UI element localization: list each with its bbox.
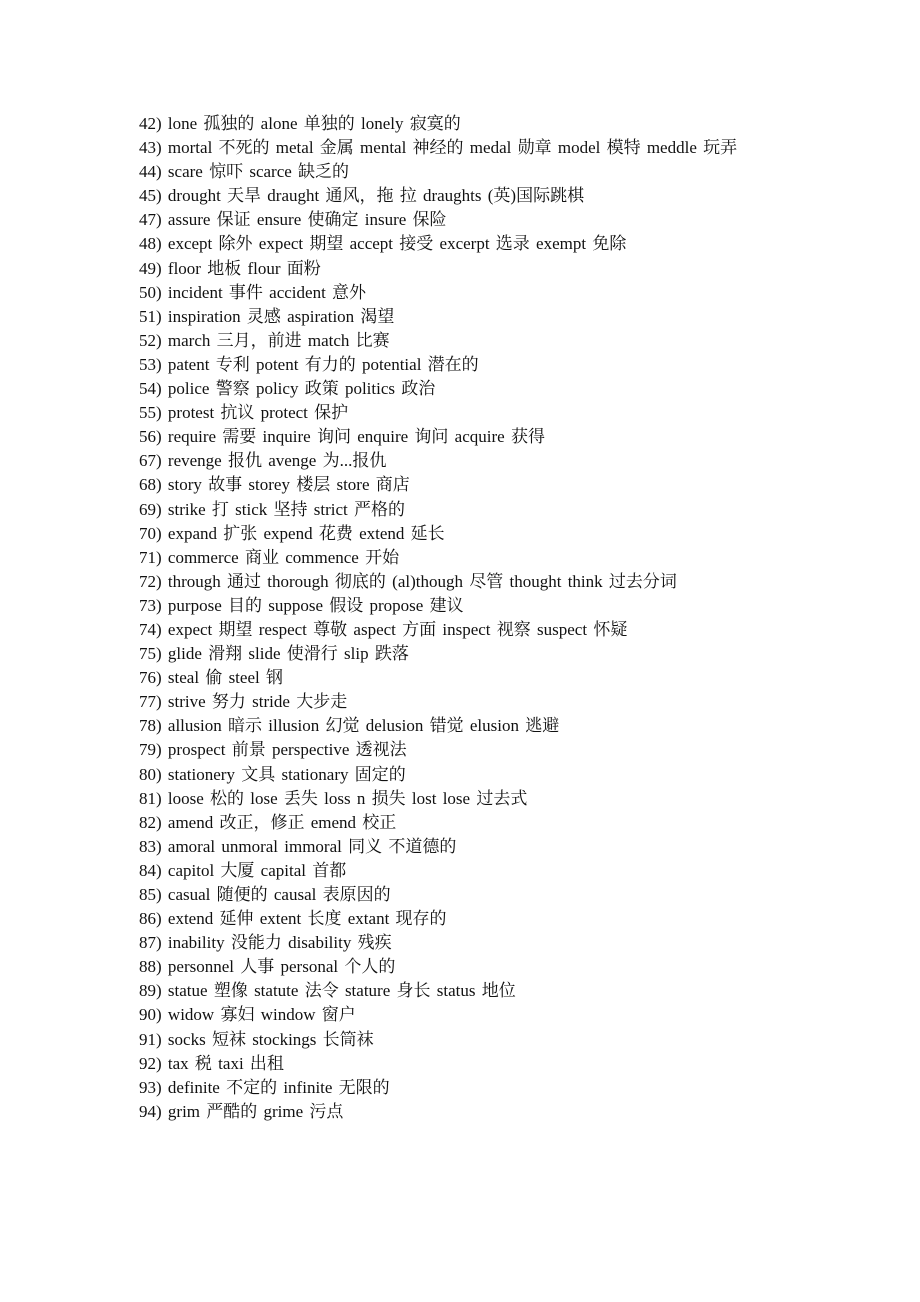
vocabulary-entry: 92) tax 税 taxi 出租 <box>139 1053 284 1073</box>
vocabulary-entry: 49) floor 地板 flour 面粉 <box>139 258 321 278</box>
vocabulary-entry: 84) capitol 大厦 capital 首都 <box>139 860 347 880</box>
vocabulary-entry: 86) extend 延伸 extent 长度 extant 现存的 <box>139 909 447 929</box>
vocabulary-entry: 45) drought 天旱 draught 通风，拖 拉 draughts (英)国际跳棋 <box>139 186 585 206</box>
vocabulary-entry: 48) except 除外 expect 期望 accept 接受 excerpt 选录 exempt 免除 <box>139 234 627 254</box>
vocabulary-entry: 77) strive 努力 stride 大步走 <box>139 692 348 712</box>
vocabulary-entry: 89) statue 塑像 statute 法令 stature 身长 status 地位 <box>139 981 516 1001</box>
vocabulary-entry: 90) widow 寡妇 window 窗户 <box>139 1005 356 1025</box>
vocabulary-entry: 74) expect 期望 respect 尊敬 aspect 方面 inspect 视察 suspect 怀疑 <box>139 619 628 639</box>
vocabulary-entry: 87) inability 没能力 disability 残疾 <box>139 933 392 953</box>
vocabulary-entry: 93) definite 不定的 infinite 无限的 <box>139 1077 390 1097</box>
vocabulary-entry: 44) scare 惊吓 scarce 缺乏的 <box>139 162 350 182</box>
vocabulary-entry: 94) grim 严酷的 grime 污点 <box>139 1101 344 1121</box>
vocabulary-entry: 67) revenge 报仇 avenge 为...报仇 <box>139 451 387 471</box>
vocabulary-entry: 72) through 通过 thorough 彻底的 (al)though 尽管 thought think 过去分词 <box>139 571 677 591</box>
vocabulary-entry: 56) require 需要 inquire 询问 enquire 询问 acquire 获得 <box>139 427 545 447</box>
vocabulary-entry: 55) protest 抗议 protect 保护 <box>139 403 349 423</box>
vocabulary-entry: 73) purpose 目的 suppose 假设 propose 建议 <box>139 595 464 615</box>
vocabulary-entry: 85) casual 随便的 causal 表原因的 <box>139 885 391 904</box>
vocabulary-entry: 70) expand 扩张 expend 花费 extend 延长 <box>139 523 445 543</box>
vocabulary-entry: 68) story 故事 storey 楼层 store 商店 <box>139 475 410 495</box>
vocabulary-entry: 51) inspiration 灵感 aspiration 渴望 <box>139 306 395 326</box>
vocabulary-entry: 43) mortal 不死的 metal 金属 mental 神经的 medal 勋章 model 模特 meddle 玩弄 <box>139 138 738 158</box>
vocabulary-entry: 75) glide 滑翔 slide 使滑行 slip 跌落 <box>139 644 409 664</box>
vocabulary-entry: 83) amoral unmoral immoral 同义 不道德的 <box>139 836 457 856</box>
vocabulary-entry: 76) steal 偷 steel 钢 <box>139 668 283 688</box>
vocabulary-entry: 79) prospect 前景 perspective 透视法 <box>139 740 407 760</box>
vocabulary-entry: 52) march 三月，前进 match 比赛 <box>139 330 390 350</box>
vocabulary-entry: 80) stationery 文具 stationary 固定的 <box>139 764 406 784</box>
vocabulary-entry: 50) incident 事件 accident 意外 <box>139 282 367 302</box>
vocabulary-entry: 42) lone 孤独的 alone 单独的 lonely 寂寞的 <box>139 114 461 133</box>
vocabulary-entry: 78) allusion 暗示 illusion 幻觉 delusion 错觉 elusion 逃避 <box>139 716 560 736</box>
vocabulary-entry: 81) loose 松的 lose 丢失 loss n 损失 lost lose 过去式 <box>139 788 528 808</box>
vocabulary-entry: 47) assure 保证 ensure 使确定 insure 保险 <box>139 210 447 230</box>
vocabulary-entry: 69) strike 打 stick 坚持 strict 严格的 <box>139 499 406 519</box>
vocabulary-entry: 91) socks 短袜 stockings 长筒袜 <box>139 1029 374 1049</box>
vocabulary-entry: 71) commerce 商业 commence 开始 <box>139 547 400 567</box>
vocabulary-entry: 53) patent 专利 potent 有力的 potential 潜在的 <box>139 354 479 374</box>
vocabulary-entry: 88) personnel 人事 personal 个人的 <box>139 957 396 977</box>
vocabulary-list <box>139 112 777 1124</box>
vocabulary-entry: 54) police 警察 policy 政策 politics 政治 <box>139 379 436 399</box>
vocabulary-entry: 82) amend 改正，修正 emend 校正 <box>139 812 397 832</box>
